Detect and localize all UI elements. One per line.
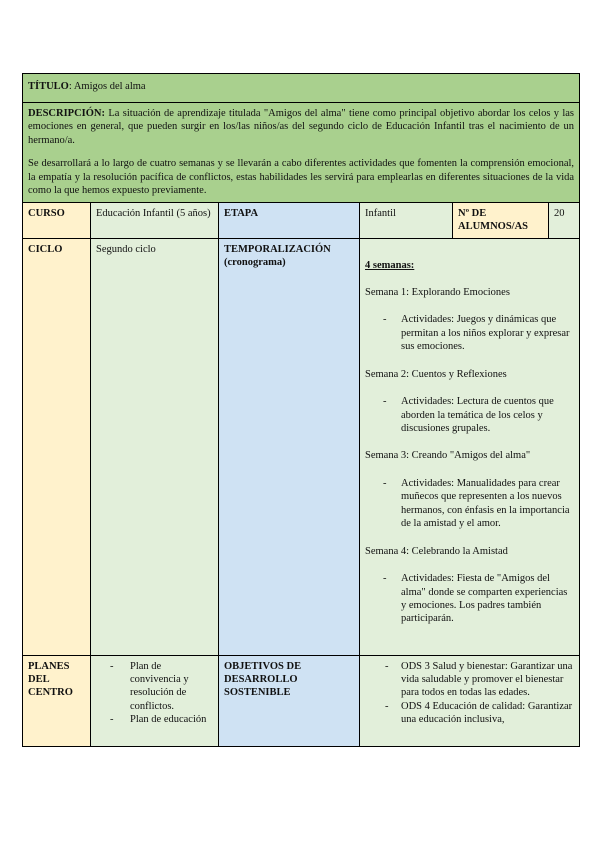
curso-label: CURSO	[28, 207, 65, 219]
week-2-title: Semana 2: Cuentos y Reflexiones	[365, 368, 507, 380]
planes-row	[23, 655, 580, 746]
document-table-wrapper	[22, 73, 579, 747]
alumnos-value: 20	[549, 202, 580, 238]
title-cell	[23, 74, 580, 103]
etapa-label: ETAPA	[224, 207, 259, 219]
week-3-activity: - Actividades: Manualidades para crear muñecos que representen a los nuevos hermanos, con énfasis en la importancia de la amistad y el amor.	[383, 477, 570, 530]
title-value: : Amigos del alma	[68, 81, 146, 92]
ods-item-2: - ODS 4 Educación de calidad: Garantizar una educación inclusiva,	[385, 700, 573, 726]
ods-label-cell	[219, 655, 360, 746]
week-3-title: Semana 3: Creando "Amigos del alma"	[365, 450, 531, 462]
week-4-title: Semana 4: Celebrando la Amistad	[365, 545, 508, 557]
ciclo-value: Segundo ciclo	[91, 238, 219, 655]
description-row	[23, 103, 580, 203]
etapa-label-cell	[219, 202, 360, 238]
planes-label-cell	[23, 655, 91, 746]
description-paragraph-1: DESCRIPCIÓN: La situación de aprendizaje titulada "Amigos del alma" tiene como principal objetivo abordar los celos y las emociones en general, que pueden surgir en los/las niños/as del segundo ciclo de Educación Infantil tras el nacimiento de un hermano/a.	[28, 108, 575, 146]
curso-value: Educación Infantil (5 años)	[91, 202, 219, 238]
weeks-heading: 4 semanas:	[365, 259, 415, 271]
ciclo-label-cell	[23, 238, 91, 655]
week-2-activity: - Actividades: Lectura de cuentos que aborden la temática de los celos y discusiones grupales.	[383, 396, 554, 434]
etapa-value: Infantil	[360, 202, 453, 238]
description-cell	[23, 103, 580, 203]
alumnos-label-cell	[453, 202, 549, 238]
week-1-title: Semana 1: Explorando Emociones	[365, 286, 510, 298]
temporalizacion-content	[360, 238, 580, 655]
ods-item-1: - ODS 3 Salud y bienestar: Garantizar una vida saludable y promover el bienestar para todos en todas las edades.	[385, 660, 573, 699]
temporalizacion-label: TEMPORALIZACIÓN (cronograma)	[224, 243, 331, 268]
ods-label: OBJETIVOS DE DESARROLLO SOSTENIBLE	[224, 660, 302, 699]
temporalizacion-label-cell	[219, 238, 360, 655]
description-paragraph-2: Se desarrollará a lo largo de cuatro semanas y se llevarán a cabo diferentes actividades que fomenten la comprensión emocional, la empatía y la resolución pacífica de conflictos, estas habilidades les servirá para emplearlas en diferentes situaciones de la vida como la que hemos expuesto previamente.	[28, 158, 575, 197]
planes-content	[91, 655, 219, 746]
title-row	[23, 74, 580, 103]
situacion-aprendizaje-table	[22, 73, 580, 747]
plan-item-2: - Plan de educación	[110, 714, 207, 726]
week-4-activity: - Actividades: Fiesta de "Amigos del alma" donde se comparten experiencias y emociones. Los padres también participarán.	[383, 573, 568, 625]
curso-label-cell	[23, 202, 91, 238]
ods-content	[360, 655, 580, 746]
planes-label: PLANES DEL CENTRO	[28, 660, 73, 699]
title-label: TÍTULO	[28, 81, 69, 92]
ciclo-row	[23, 238, 580, 655]
alumnos-label: Nº DE ALUMNOS/AS	[458, 207, 529, 233]
plan-item-1: - Plan de convivencia y resolución de conflictos.	[110, 660, 189, 712]
description-label: DESCRIPCIÓN:	[28, 108, 106, 119]
curso-row	[23, 202, 580, 238]
ciclo-label: CICLO	[28, 243, 63, 255]
week-1-activity: - Actividades: Juegos y dinámicas que permitan a los niños explorar y expresar sus emociones.	[383, 314, 570, 353]
